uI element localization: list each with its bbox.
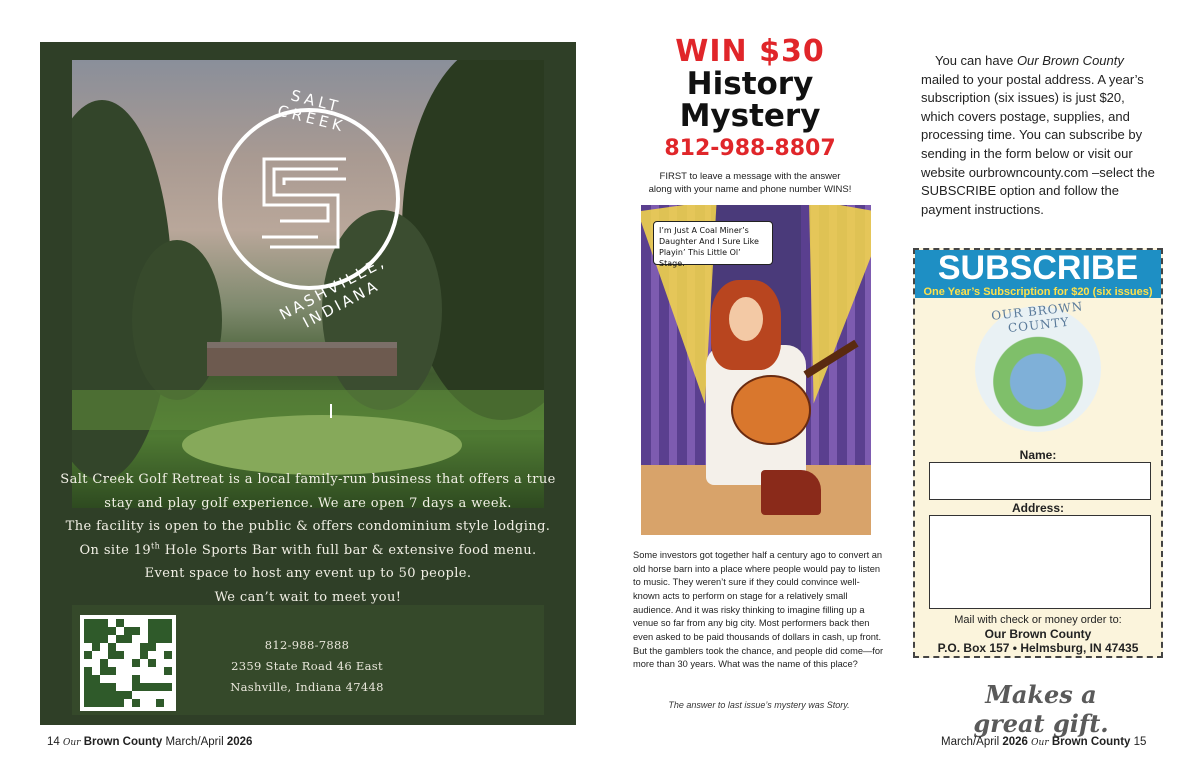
last-answer: The answer to last issue’s mystery was Story. <box>668 700 850 710</box>
ad-description <box>40 468 576 609</box>
speech-bubble: I’m Just A Coal Miner’s Daughter And I Sure Like Playin’ This Little Ol’ Stage. <box>653 221 773 265</box>
ad-line: On site 19th Hole Sports Bar with full bar & extensive food menu. <box>79 541 537 558</box>
mystery-cartoon <box>641 205 871 535</box>
ad-street: 2359 State Road 46 East <box>231 659 383 673</box>
mail-recipient: Our Brown County <box>984 627 1092 641</box>
flag-pin <box>330 404 332 418</box>
putting-green <box>182 415 462 475</box>
salt-creek-ad <box>40 42 576 725</box>
cowboy-boots <box>761 470 821 515</box>
lodge-building <box>207 342 397 376</box>
salt-creek-s-mark-icon <box>258 155 358 251</box>
ad-line: The facility is open to the public & offers condominium style lodging. <box>65 519 551 534</box>
mail-address: P.O. Box 157 • Helmsburg, IN 47435 <box>937 641 1139 655</box>
win-amount: WIN $30 <box>675 34 825 69</box>
mystery-heading: Mystery <box>679 98 821 134</box>
history-heading: History <box>686 66 814 102</box>
ad-footer <box>72 605 544 715</box>
logo-bottom-text: NASHVILLE, INDIANA <box>276 252 390 332</box>
subscribe-tagline: One Year’s Subscription for $20 (six issues) <box>923 286 1153 298</box>
ad-phone: 812-988-7888 <box>264 638 350 652</box>
qr-code[interactable] <box>80 615 176 711</box>
mystery-headline <box>640 36 860 164</box>
address-label: Address: <box>1011 501 1064 515</box>
mystery-story: Some investors got together half a century ago to convert an old horse barn into a place where people would pay to listen to music. They weren’t sure if they could convince well-known acts to perform on stage for a relatively small audience. And it was risky thinking to imagine filling up a venue so far from any big city. Most performers back then even asked to be paid thousands of dollars in cash, up front. But the gamblers took the chance, and people did come—for more than 30 years. What was the name of this place? <box>633 550 884 670</box>
golf-course-photo <box>72 60 544 508</box>
subscribe-intro: You can have Our Brown County mailed to your postal address. A year’s subscription (six issues) is just $20, which covers postage, supplies, and processing time. You can subscribe by sending in the form below or visit our website ourbrowncounty.com –select the SUBSCRIBE option and follow the payment instructions. <box>921 53 1155 217</box>
page-folio-left: 14 Our Brown County March/April 2026 <box>47 736 253 748</box>
mail-instructions: Mail with check or money order to: <box>954 614 1122 626</box>
gift-tagline: Makes a great gift. <box>973 680 1109 738</box>
mystery-phone: 812-988-8807 <box>664 136 836 161</box>
ad-line: We can’t wait to meet you! <box>214 589 402 605</box>
singer-face <box>729 297 763 341</box>
page-folio-right: March/April 2026 Our Brown County 15 <box>941 736 1147 748</box>
guitar-icon <box>731 375 811 445</box>
subscribe-form <box>913 248 1163 658</box>
logo-text: OUR BROWN COUNTY <box>990 299 1084 336</box>
logo-top-text: SALT CREEK <box>275 86 348 136</box>
ad-contact <box>222 635 392 698</box>
subscribe-title: SUBSCRIBE <box>937 249 1139 287</box>
qr-code-icon <box>84 619 172 707</box>
mystery-instructions: FIRST to leave a message with the answer along with your name and phone number WINS! <box>648 171 852 195</box>
name-field[interactable] <box>929 462 1151 500</box>
subscribe-banner <box>915 250 1161 298</box>
ad-line: Salt Creek Golf Retreat is a local family-run business that offers a true <box>60 472 556 487</box>
ad-line: Event space to host any event up to 50 people. <box>144 566 472 581</box>
ad-line: stay and play golf experience. We are open 7 days a week. <box>104 495 512 511</box>
address-field[interactable] <box>929 515 1151 609</box>
name-label: Name: <box>1019 448 1057 462</box>
ad-city: Nashville, Indiana 47448 <box>230 680 384 694</box>
